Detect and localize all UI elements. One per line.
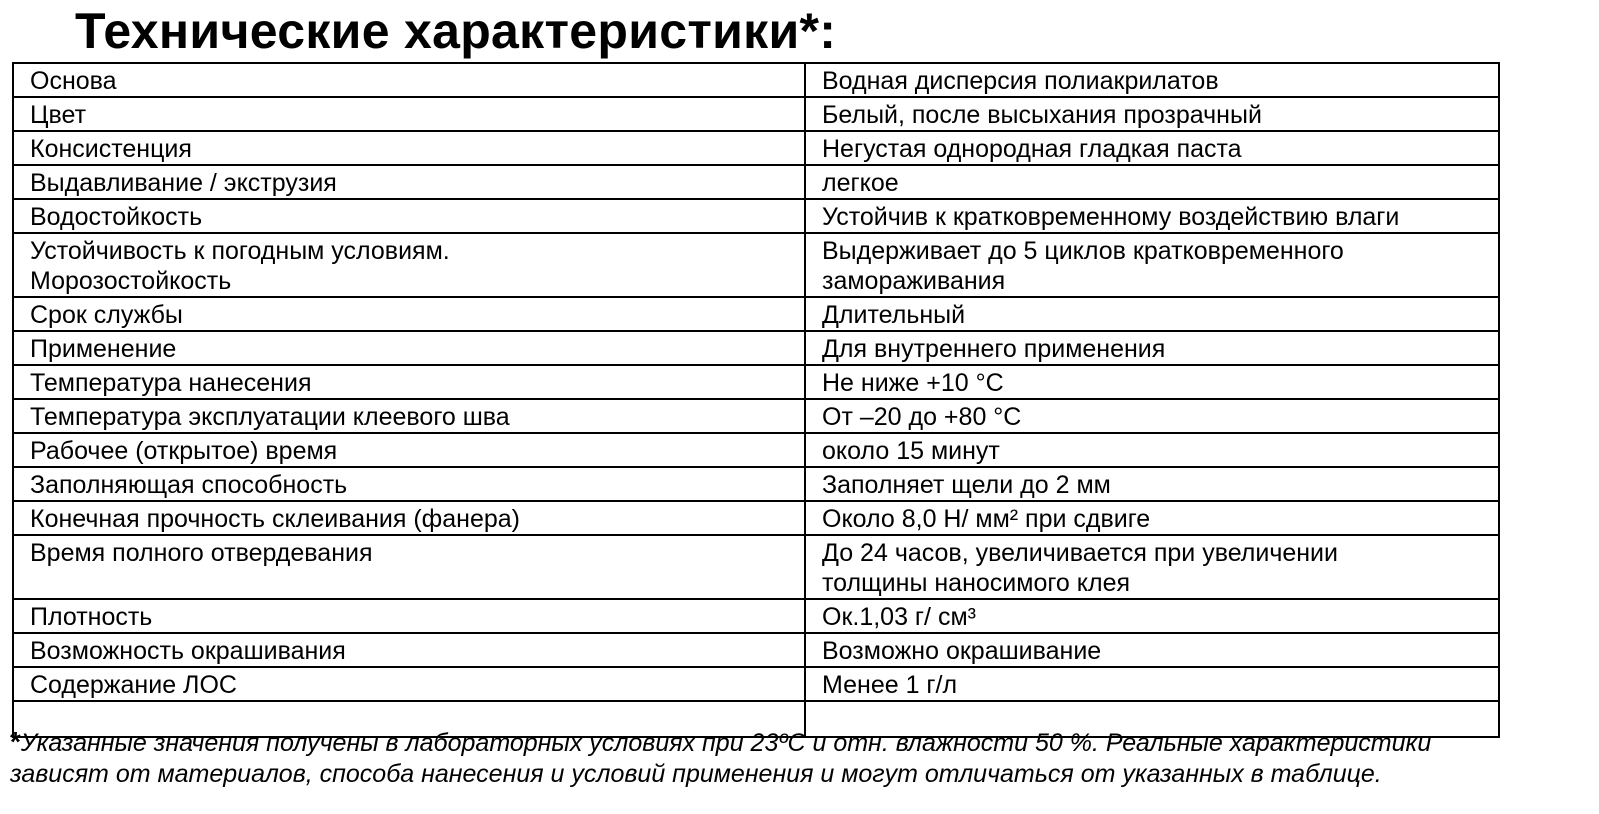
table-row (13, 633, 1499, 667)
spec-value (805, 165, 1499, 199)
spec-label-line: Морозостойкость (30, 267, 232, 295)
spec-label-line: Конечная прочность склеивания (фанера) (30, 505, 520, 533)
spec-label (13, 365, 805, 399)
table-row (13, 131, 1499, 165)
spec-label (13, 599, 805, 633)
spec-value-line: Не ниже +10 °С (822, 369, 1004, 397)
spec-label (13, 667, 805, 701)
spec-label (13, 433, 805, 467)
spec-label-line: Температура нанесения (30, 369, 312, 397)
specs-table (12, 62, 1500, 738)
table-row (13, 331, 1499, 365)
spec-value (805, 501, 1499, 535)
spec-label-line: Срок службы (30, 301, 183, 329)
spec-label-line: Время полного отвердевания (30, 539, 373, 567)
table-row (13, 365, 1499, 399)
spec-value (805, 667, 1499, 701)
spec-label (13, 399, 805, 433)
spec-value-line: Выдерживает до 5 циклов кратковременного (822, 237, 1344, 265)
spec-value (805, 233, 1499, 297)
spec-label-line: Выдавливание / экструзия (30, 169, 337, 197)
table-row (13, 599, 1499, 633)
table-row (13, 233, 1499, 297)
table-row (13, 63, 1499, 97)
spec-label (13, 501, 805, 535)
spec-label-line: Водостойкость (30, 203, 203, 231)
spec-value (805, 297, 1499, 331)
spec-value (805, 467, 1499, 501)
footnote-line-2: зависят от материалов, способа нанесения и условий применения и могут отличаться от указанных в таблице. (10, 760, 1382, 788)
spec-value-line: замораживания (822, 267, 1006, 295)
spec-value (805, 399, 1499, 433)
spec-value (805, 97, 1499, 131)
spec-value-line: Водная дисперсия полиакрилатов (822, 67, 1219, 95)
spec-value-line: Длительный (822, 301, 966, 329)
spec-value (805, 199, 1499, 233)
table-row (13, 667, 1499, 701)
spec-value-line: Менее 1 г/л (822, 671, 958, 699)
spec-value-line: толщины наносимого клея (822, 569, 1131, 597)
spec-value-line: около 15 минут (822, 437, 1000, 465)
spec-label (13, 63, 805, 97)
spec-value (805, 131, 1499, 165)
spec-label (13, 199, 805, 233)
spec-label (13, 467, 805, 501)
spec-label (13, 233, 805, 297)
table-row (13, 165, 1499, 199)
spec-label-line: Плотность (30, 603, 153, 631)
spec-label (13, 297, 805, 331)
spec-value (805, 365, 1499, 399)
table-row (13, 199, 1499, 233)
spec-value-line: Для внутреннего применения (822, 335, 1166, 363)
spec-label (13, 331, 805, 365)
table-row (13, 399, 1499, 433)
spec-value (805, 433, 1499, 467)
spec-value (805, 535, 1499, 599)
spec-value (805, 599, 1499, 633)
footnote-line-1: Указанные значения получены в лабораторных условиях при 23ºС и отн. влажности 50 %. Реальные характеристики (20, 729, 1432, 757)
spec-value (805, 63, 1499, 97)
specs-table-body (13, 63, 1499, 737)
spec-value-line: От –20 до +80 °С (822, 403, 1022, 431)
spec-value (805, 633, 1499, 667)
spec-value-line: Около 8,0 Н/ мм² при сдвиге (822, 505, 1151, 533)
spec-label-line: Заполняющая способность (30, 471, 348, 499)
spec-value-line: Ок.1,03 г/ см³ (822, 603, 976, 631)
footnote-asterisk: * (10, 726, 21, 757)
spec-label (13, 633, 805, 667)
spec-value-line: Белый, после высыхания прозрачный (822, 101, 1262, 129)
spec-value-line: Негустая однородная гладкая паста (822, 135, 1242, 163)
spec-label-line: Цвет (30, 101, 87, 129)
table-row (13, 501, 1499, 535)
spec-label-line: Устойчивость к погодным условиям. (30, 237, 450, 265)
spec-label (13, 131, 805, 165)
spec-label (13, 165, 805, 199)
table-row (13, 97, 1499, 131)
spec-value-line: До 24 часов, увеличивается при увеличении (822, 539, 1338, 567)
table-row (13, 433, 1499, 467)
spec-label-line: Возможность окрашивания (30, 637, 346, 665)
spec-label-line: Применение (30, 335, 177, 363)
spec-label-line: Рабочее (открытое) время (30, 437, 338, 465)
spec-label-line: Основа (30, 67, 117, 95)
page-title: Технические характеристики*: (75, 3, 837, 59)
spec-value-line: Устойчив к кратковременному воздействию влаги (822, 203, 1400, 231)
spec-label-line: Консистенция (30, 135, 192, 163)
spec-label-line: Содержание ЛОС (30, 671, 237, 699)
spec-label (13, 97, 805, 131)
spec-label-line: Температура эксплуатации клеевого шва (30, 403, 510, 431)
table-row (13, 467, 1499, 501)
spec-value-line: Заполняет щели до 2 мм (822, 471, 1111, 499)
spec-value-line: легкое (822, 169, 899, 197)
footnote (10, 726, 1595, 790)
spec-label (13, 535, 805, 599)
spec-value (805, 331, 1499, 365)
spec-value-line: Возможно окрашивание (822, 637, 1102, 665)
table-row (13, 297, 1499, 331)
table-row (13, 535, 1499, 599)
